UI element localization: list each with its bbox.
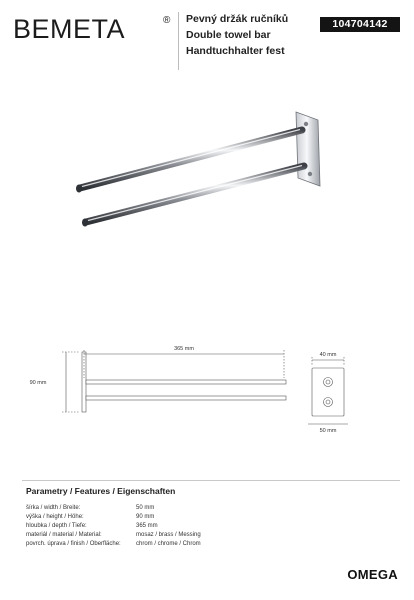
product-name-de: Handtuchhalter fest — [186, 45, 285, 57]
param-value: 50 mm — [136, 505, 155, 511]
param-label: materiál / material / Material: — [26, 532, 102, 538]
parameters-divider — [22, 480, 400, 481]
upper-bar — [80, 130, 302, 188]
param-label: hloubka / depth / Tiefe: — [26, 523, 87, 529]
product-name-en: Double towel bar — [186, 29, 271, 41]
side-bar-lower — [86, 396, 286, 400]
param-row — [26, 522, 201, 531]
side-plate — [82, 352, 86, 412]
height-label: 90 mm — [29, 380, 47, 386]
upper-bar-end — [76, 185, 82, 193]
product-name-cz: Pevný držák ručníků — [186, 13, 289, 25]
param-row — [26, 531, 201, 540]
side-bar-upper — [86, 380, 286, 384]
product-code-badge: 104704142 — [320, 17, 400, 32]
technical-drawing — [22, 340, 392, 436]
param-value: chrom / chrome / Chrom — [136, 541, 201, 547]
param-label: šírka / width / Breite: — [26, 505, 81, 511]
param-row — [26, 504, 201, 513]
header-divider — [178, 12, 179, 70]
parameters-title: Parametry / Features / Eigenschaften — [26, 486, 176, 496]
product-titles — [186, 11, 288, 59]
logo-text: BEMETA — [13, 14, 126, 44]
series-name: OMEGA — [347, 567, 398, 582]
front-plate — [312, 368, 344, 416]
plate-width-label: 40 mm — [319, 352, 337, 358]
lower-bar-end — [82, 219, 88, 227]
param-value: 365 mm — [136, 523, 158, 529]
param-value: 90 mm — [136, 514, 155, 520]
param-label: povrch. úprava / finish / Oberfläche: — [26, 541, 121, 547]
param-value: mosaz / brass / Messing — [136, 532, 201, 538]
param-label: výška / height / Höhe: — [26, 514, 84, 520]
registered-mark: ® — [163, 15, 171, 26]
plate-screw-top — [304, 122, 308, 126]
brand-logo — [13, 14, 173, 44]
width-label: 365 mm — [174, 346, 194, 352]
param-row — [26, 513, 201, 522]
plate-screw-bottom — [308, 172, 312, 176]
plate-depth-label: 50 mm — [319, 428, 337, 434]
parameters-table — [26, 504, 201, 549]
lower-bar-highlight — [88, 166, 302, 221]
param-row — [26, 540, 201, 549]
product-photo — [70, 108, 332, 234]
